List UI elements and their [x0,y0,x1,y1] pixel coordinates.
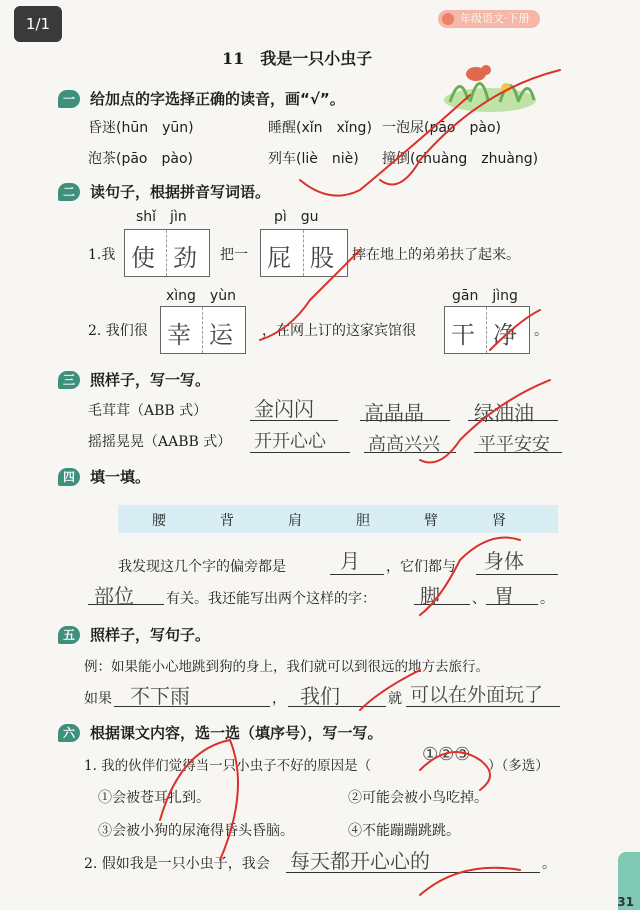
q1-ans2-char1: 屁 [267,244,293,272]
q2-pinyin-2: gān jìng [452,288,518,304]
q2-pinyin-1: xìng yùn [166,288,236,304]
s4-ans-body: 身体 [484,549,524,573]
abb-label: 毛茸茸（ABB 式） [88,403,208,419]
s6-q2-end: 。 [542,856,556,872]
q2-ans1-char2: 运 [209,321,235,349]
q1-mid: 把一 [220,247,248,263]
grade-badge: 年级语文·下册 [438,10,540,28]
s6-option-1: ①会被苍耳扎到。 [98,790,210,806]
s5-comma: ， [272,691,286,707]
section-number-4: 四 [58,468,80,486]
s4-text-2: ，它们都与 [386,559,456,575]
q2-suffix: 。 [534,323,548,339]
s5-if: 如果 [84,691,112,707]
s5-then: 就 [388,691,402,707]
section-5-title: 照样子，写句子。 [90,626,211,644]
section-4-title: 填一填。 [90,468,151,486]
pinyin-item-4: 泡茶(pāo pào) [88,151,193,167]
s4-ans-radical: 月 [340,549,360,573]
pinyin-item-6: 撞倒(chuàng zhuàng) [382,151,539,167]
char-6: 肾 [492,513,506,529]
pinyin-item-2: 睡醒(xǐn xǐng) [268,120,372,136]
s4-ans-char1: 脚 [420,584,440,608]
s4-ans-char2: 胃 [494,584,514,608]
s5-ans-2: 我们 [300,684,340,708]
section-6-title: 根据课文内容，选一选（填序号），写一写。 [90,724,383,742]
aabb-answer-3: 平平安安 [478,434,550,455]
q2-prefix: 2. 我们很 [88,323,148,339]
s4-text-3: 有关。我还能写出两个这样的字： [166,591,376,607]
char-1: 腰 [152,513,166,529]
q1-pinyin-2: pì gu [274,209,319,225]
q1-prefix: 1.我 [88,247,116,263]
s6-option-4: ④不能蹦蹦跳跳。 [348,823,460,839]
q1-ans2-char2: 股 [310,244,336,272]
s6-q1-end: ）（多选） [488,758,549,774]
s4-end: 。 [540,591,554,607]
char-3: 肩 [288,513,302,529]
section-2-title: 读句子，根据拼音写词语。 [90,183,271,201]
s6-q2-answer: 每天都开心心的 [290,849,430,873]
aabb-answer-1: 开开心心 [254,431,326,452]
abb-answer-3: 绿油油 [474,401,534,425]
pinyin-item-1: 昏迷(hūn yūn) [88,120,194,136]
q2-mid: ，在网上订的这家宾馆很 [262,323,416,339]
pinyin-item-5: 列车(liè niè) [268,151,359,167]
lesson-title: 11 我是一只小虫子 [222,49,373,68]
q2-ans2-char1: 干 [451,321,477,349]
abb-answer-1: 金闪闪 [254,397,314,421]
s6-option-3: ③会被小狗的尿淹得昏头昏脑。 [98,823,294,839]
q1-ans1-char2: 劲 [173,244,199,272]
section-number-2: 二 [58,183,80,201]
aabb-answer-2: 高高兴兴 [368,434,440,455]
abb-answer-2: 高晶晶 [364,401,424,425]
q1-ans1-char1: 使 [131,244,157,272]
s6-q1-answer: ①②③ [422,744,471,765]
section-number-6: 六 [58,724,80,742]
q1-suffix: 摔在地上的弟弟扶了起来。 [352,247,520,263]
q1-pinyin-1: shǐ jìn [136,209,187,225]
section-1-title: 给加点的字选择正确的读音，画“√”。 [90,90,345,108]
page-counter: 1/1 [14,6,62,42]
s5-example: 例：如果能小心地跳到狗的身上，我们就可以到很远的地方去旅行。 [84,659,489,675]
q2-ans2-char2: 净 [493,321,519,349]
s4-ans-part: 部位 [94,584,134,608]
page-number: 31 [617,895,634,909]
char-4: 胆 [356,513,370,529]
char-2: 背 [220,513,234,529]
s4-sep: 、 [472,591,486,607]
s6-q2: 2. 假如我是一只小虫子，我会 [84,856,270,872]
aabb-label: 摇摇晃晃（AABB 式） [88,434,232,450]
q2-ans1-char1: 幸 [167,321,193,349]
pinyin-item-3: 一泡尿(pāo pào) [382,120,501,136]
section-3-title: 照样子，写一写。 [90,371,211,389]
s6-option-2: ②可能会被小鸟吃掉。 [348,790,488,806]
s5-ans-1: 不下雨 [130,684,190,708]
section-number-3: 三 [58,371,80,389]
s5-ans-3: 可以在外面玩了 [410,684,544,706]
section-number-5: 五 [58,626,80,644]
s4-text-1: 我发现这几个字的偏旁都是 [118,559,286,575]
char-5: 臂 [424,513,438,529]
s6-q1: 1. 我的伙伴们觉得当一只小虫子不好的原因是（ [84,758,372,774]
section-number-1: 一 [58,90,80,108]
